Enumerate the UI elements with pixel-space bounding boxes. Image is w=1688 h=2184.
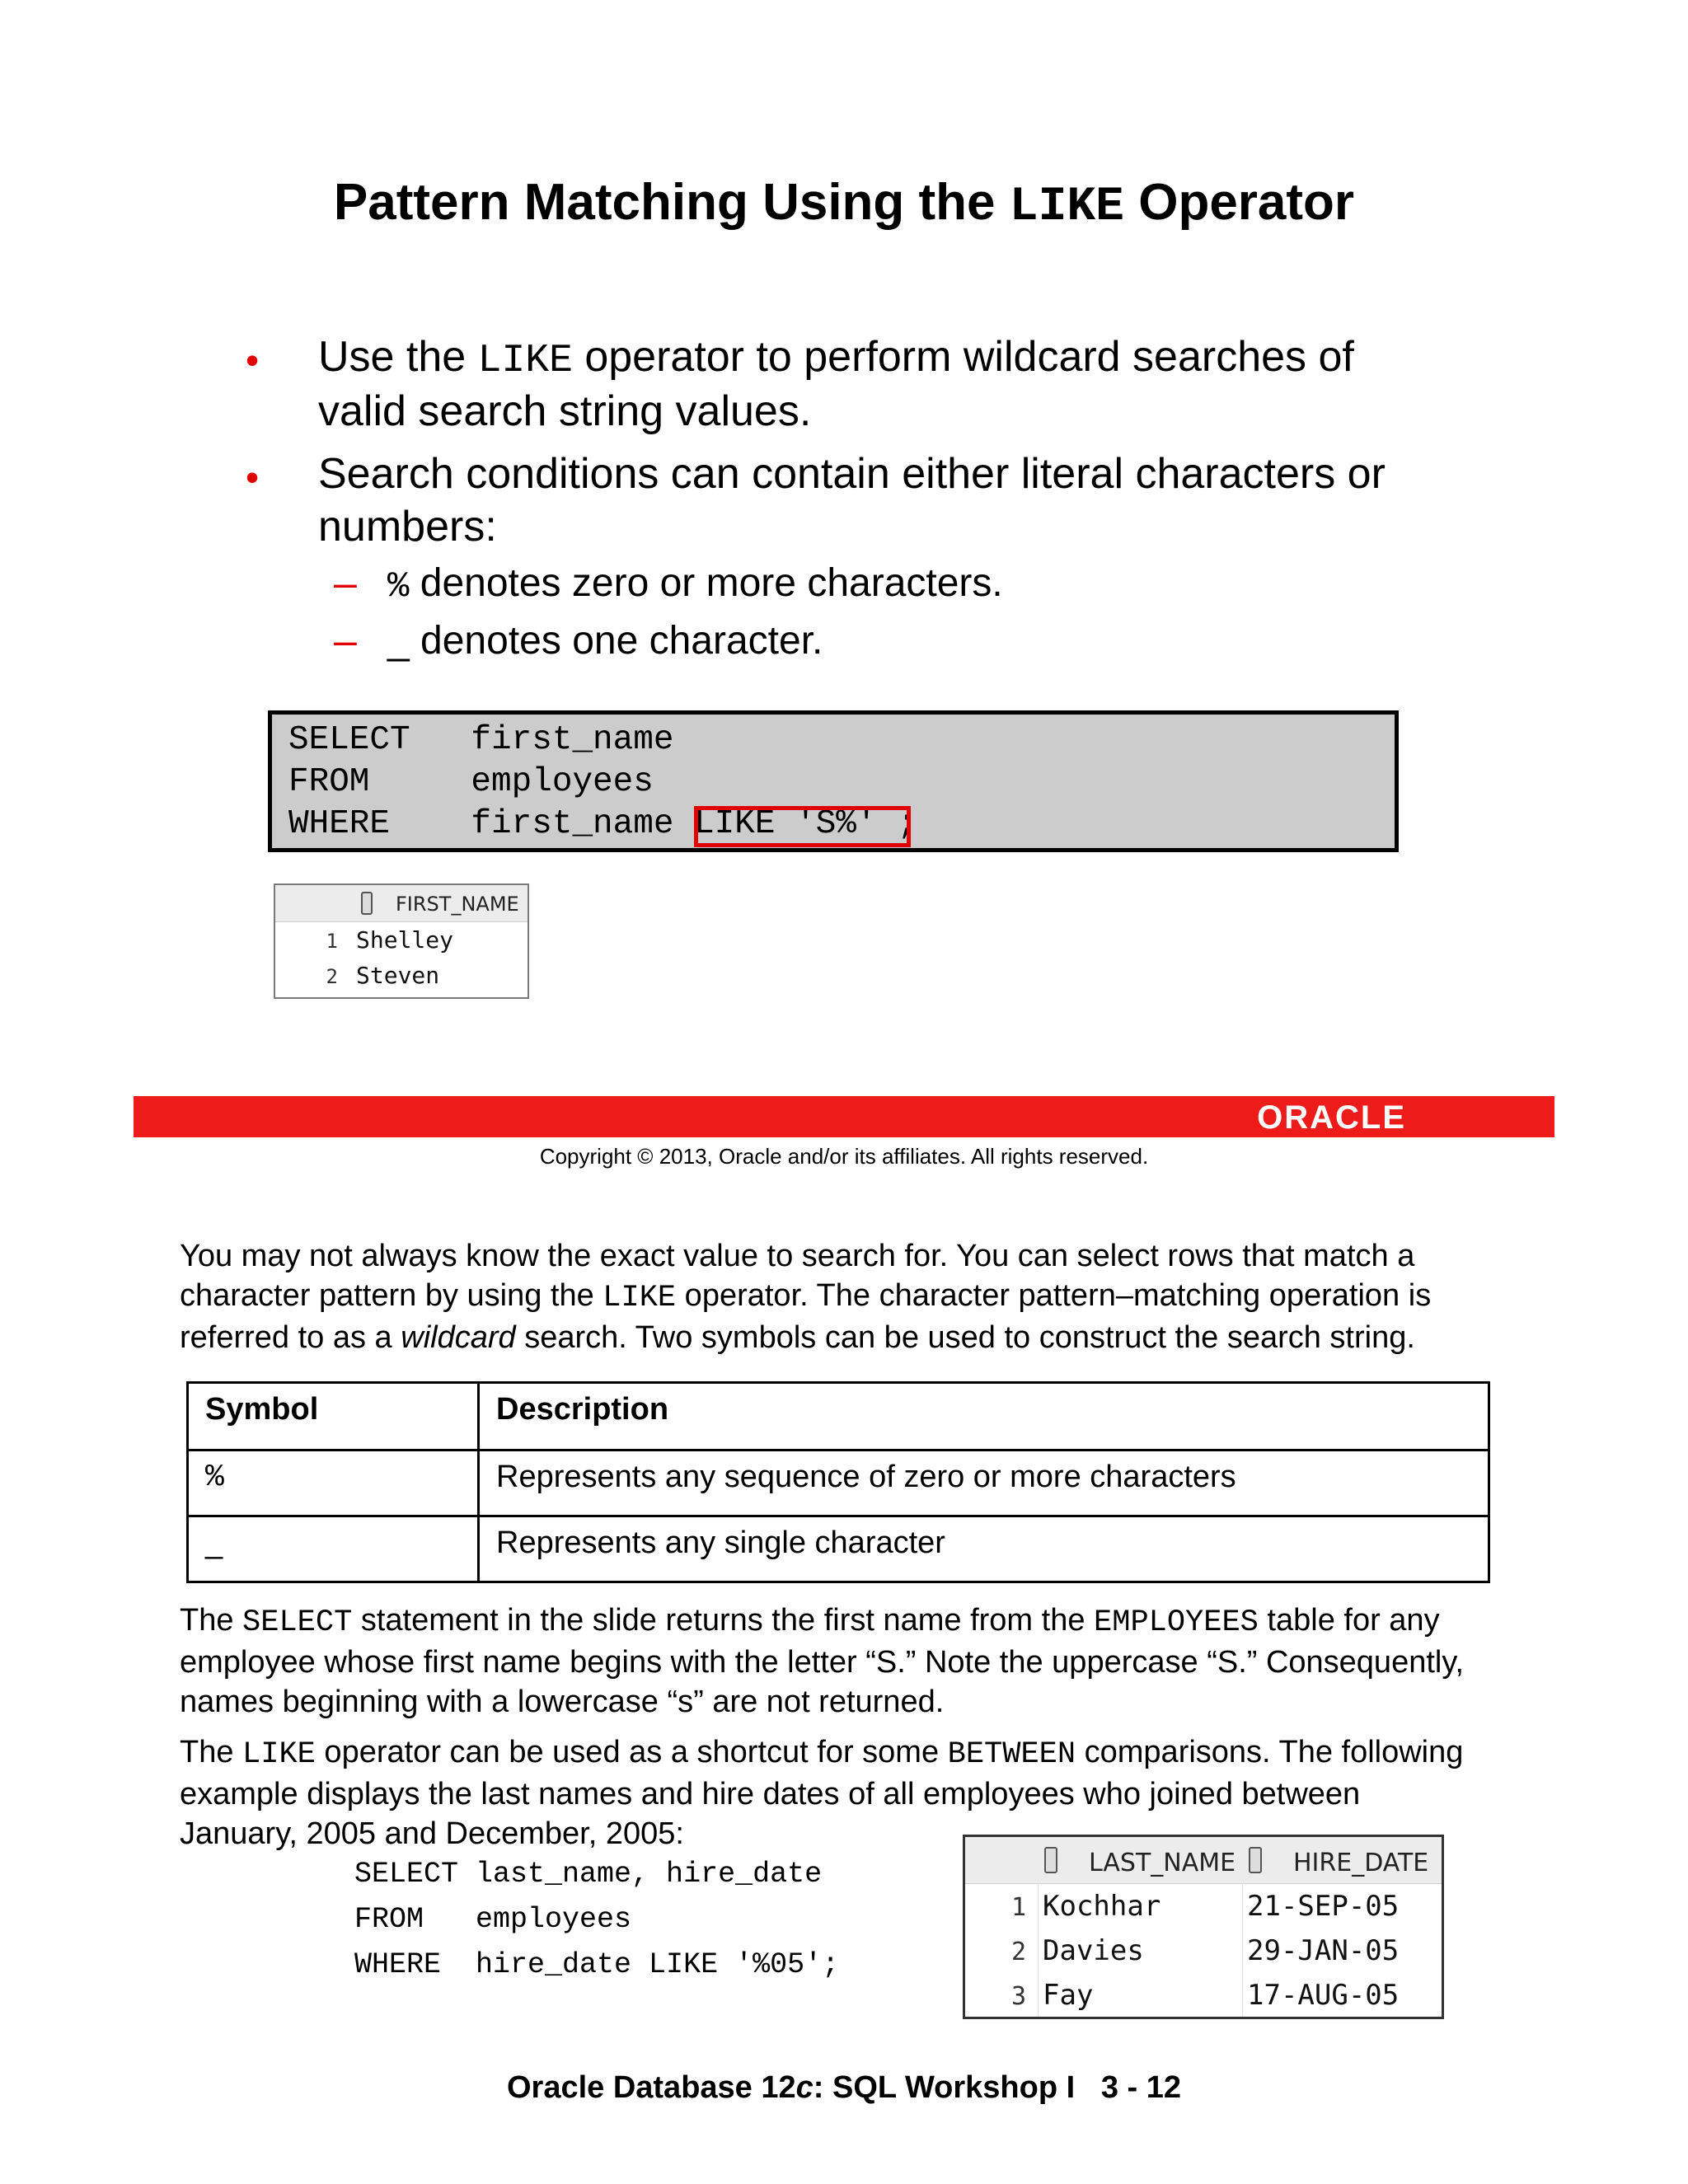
sort-icon: [1044, 1847, 1057, 1873]
row-number: 3: [1010, 1982, 1026, 2011]
page-footer: Oracle Database 12c: SQL Workshop I 3 - 12: [506, 2070, 1182, 2105]
cell-symbol: %: [188, 1451, 479, 1516]
copyright-text: Copyright © 2013, Oracle and/or its affiliates. All rights reserved.: [539, 1144, 1149, 1169]
grid-header: [275, 885, 528, 922]
first-name-result-grid: [274, 883, 529, 999]
code2-line-3: WHERE hire_date LIKE '%05';: [354, 1948, 840, 1981]
wildcard-symbol-table: [186, 1381, 1490, 1583]
notes-p3-line-1: The LIKE operator can be used as a shortcut for some BETWEEN comparisons. The following: [180, 1735, 1464, 1772]
sub-bullet-percent: % denotes zero or more characters.: [387, 561, 1003, 607]
code-line-2: FROM employees: [288, 763, 654, 801]
row-number: 2: [326, 965, 338, 988]
cell-last-name: Davies: [1043, 1934, 1144, 1967]
cell-symbol: _: [188, 1516, 479, 1582]
notes-p1-line-2: character pattern by using the LIKE operator. The character pattern–matching operation is: [180, 1278, 1432, 1315]
grid-header: [965, 1837, 1442, 1884]
bullet-2-line-1: Search conditions can contain either literal characters or: [318, 450, 1386, 498]
cell-last-name: Kochhar: [1043, 1890, 1161, 1923]
header-symbol: Symbol: [188, 1383, 479, 1451]
row-number: 2: [1010, 1938, 1026, 1966]
like-highlight-box: [694, 806, 911, 847]
table-row: [188, 1516, 1489, 1582]
row-number: 1: [326, 930, 338, 953]
notes-p2-line-3: names beginning with a lowercase “s” are not returned.: [180, 1685, 945, 1719]
notes-p1-line-3: referred to as a wildcard search. Two symbols can be used to construct the search string.: [180, 1320, 1415, 1355]
bullet-1-line-2: valid search string values.: [318, 387, 812, 435]
cell-first-name: Shelley: [356, 926, 454, 954]
sub-bullet-marker: –: [334, 617, 357, 663]
cell-first-name: Steven: [356, 962, 440, 989]
oracle-footer-band: [134, 1096, 1554, 1137]
sub-bullet-marker: –: [334, 560, 357, 606]
code-line-3: WHERE first_name LIKE 'S%' ;: [288, 805, 917, 843]
column-divider: [1242, 1883, 1243, 2017]
column-header-hire-date: HIRE_DATE: [1293, 1849, 1429, 1877]
column-header-last-name: LAST_NAME: [1089, 1849, 1236, 1877]
bullet-marker: •: [246, 339, 260, 382]
notes-p2-line-1: The SELECT statement in the slide returns the first name from the EMPLOYEES table for any: [180, 1603, 1440, 1640]
notes-paragraph-1: [180, 1236, 1548, 1357]
notes-p3-line-3: January, 2005 and December, 2005:: [180, 1816, 684, 1851]
cell-hire-date: 17-AUG-05: [1247, 1979, 1400, 2012]
column-header-first-name: FIRST_NAME: [396, 893, 519, 916]
notes-p2-line-2: employee whose first name begins with the letter “S.” Note the uppercase “S.” Consequently,: [180, 1645, 1465, 1680]
cell-hire-date: 21-SEP-05: [1247, 1890, 1400, 1923]
bullet-marker: •: [246, 456, 260, 499]
column-divider: [1038, 1883, 1039, 2017]
code2-line-1: SELECT last_name, hire_date: [354, 1858, 823, 1891]
code-line-1: SELECT first_name: [288, 721, 674, 759]
oracle-logo: ORACLE: [1257, 1099, 1406, 1136]
slide-title: Pattern Matching Using the LIKE Operator: [333, 174, 1355, 234]
cell-description: Represents any single character: [479, 1516, 1489, 1582]
header-description: Description: [479, 1383, 1489, 1451]
row-number: 1: [1010, 1893, 1026, 1922]
sort-icon: [361, 892, 373, 915]
cell-hire-date: 29-JAN-05: [1247, 1934, 1400, 1967]
bullet-2-line-2: numbers:: [318, 503, 497, 551]
code2-line-2: FROM employees: [354, 1903, 632, 1936]
notes-p1-line-1: You may not always know the exact value to search for. You can select rows that match a: [180, 1239, 1415, 1273]
cell-description: Represents any sequence of zero or more characters: [479, 1451, 1489, 1516]
bullet-1-line-1: Use the LIKE operator to perform wildcard searches of: [318, 333, 1354, 383]
table-row: [188, 1451, 1489, 1516]
sort-icon: [1249, 1847, 1262, 1873]
sql-code-box: [268, 710, 1399, 852]
hire-date-result-grid: [963, 1835, 1444, 2019]
notes-paragraph-2: [180, 1601, 1548, 1722]
sub-bullet-underscore: _ denotes one character.: [387, 619, 823, 663]
cell-last-name: Fay: [1043, 1979, 1094, 2012]
notes-p3-line-2: example displays the last names and hire dates of all employees who joined between: [180, 1777, 1361, 1811]
